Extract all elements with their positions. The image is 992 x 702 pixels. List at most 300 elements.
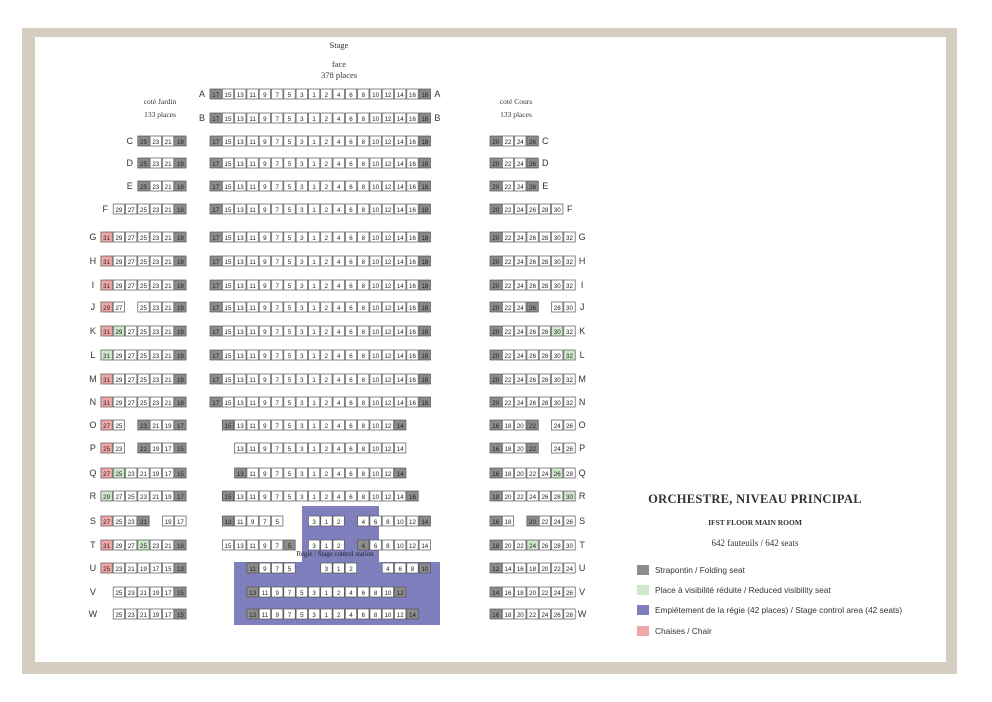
seat-I-22[interactable] (502, 280, 513, 290)
seat-H-24[interactable] (515, 256, 526, 266)
seat-M-1[interactable] (308, 374, 319, 384)
seat-K-13[interactable] (235, 326, 246, 336)
seat-S-18[interactable] (502, 516, 513, 526)
seat-W-14[interactable] (407, 609, 418, 619)
seat-Q-19[interactable] (150, 468, 161, 478)
seat-G-22[interactable] (502, 232, 513, 242)
seat-O-11[interactable] (247, 420, 258, 430)
seat-U-20[interactable] (539, 563, 550, 573)
seat-G-30[interactable] (552, 232, 563, 242)
seat-T-1[interactable] (321, 540, 332, 550)
seat-V-8[interactable] (370, 587, 381, 597)
seat-N-23[interactable] (150, 397, 161, 407)
seat-P-18[interactable] (502, 443, 513, 453)
seat-W-23[interactable] (126, 609, 137, 619)
seat-V-17[interactable] (162, 587, 173, 597)
seat-N-18[interactable] (419, 397, 430, 407)
seat-L-26[interactable] (527, 350, 538, 360)
seat-I-25[interactable] (138, 280, 149, 290)
seat-F-27[interactable] (126, 204, 137, 214)
seat-E-7[interactable] (272, 181, 283, 191)
seat-T-2[interactable] (333, 540, 344, 550)
seat-H-20[interactable] (490, 256, 501, 266)
seat-I-1[interactable] (308, 280, 319, 290)
seat-N-11[interactable] (247, 397, 258, 407)
seat-S-5[interactable] (272, 516, 283, 526)
seat-M-28[interactable] (539, 374, 550, 384)
seat-K-20[interactable] (490, 326, 501, 336)
seat-U-14[interactable] (502, 563, 513, 573)
seat-C-9[interactable] (259, 136, 270, 146)
seat-G-16[interactable] (407, 232, 418, 242)
seat-K-29[interactable] (113, 326, 124, 336)
seat-J-11[interactable] (247, 302, 258, 312)
seat-N-22[interactable] (502, 397, 513, 407)
seat-N-20[interactable] (490, 397, 501, 407)
seat-T-4[interactable] (358, 540, 369, 550)
seat-R-16[interactable] (407, 491, 418, 501)
seat-U-22[interactable] (552, 563, 563, 573)
seat-K-12[interactable] (382, 326, 393, 336)
seat-J-25[interactable] (138, 302, 149, 312)
seat-J-15[interactable] (222, 302, 233, 312)
seat-H-31[interactable] (101, 256, 112, 266)
seat-H-18[interactable] (419, 256, 430, 266)
seat-L-28[interactable] (539, 350, 550, 360)
seat-P-17[interactable] (162, 443, 173, 453)
seat-C-26[interactable] (527, 136, 538, 146)
seat-F-21[interactable] (162, 204, 173, 214)
seat-M-24[interactable] (515, 374, 526, 384)
seat-U-5[interactable] (284, 563, 295, 573)
seat-D-14[interactable] (395, 158, 406, 168)
seat-E-10[interactable] (370, 181, 381, 191)
seat-Q-12[interactable] (382, 468, 393, 478)
seat-F-20[interactable] (490, 204, 501, 214)
seat-T-7[interactable] (272, 540, 283, 550)
seat-Q-26[interactable] (552, 468, 563, 478)
seat-T-15[interactable] (222, 540, 233, 550)
seat-H-11[interactable] (247, 256, 258, 266)
seat-E-15[interactable] (222, 181, 233, 191)
seat-S-22[interactable] (539, 516, 550, 526)
seat-G-11[interactable] (247, 232, 258, 242)
seat-V-12[interactable] (395, 587, 406, 597)
seat-S-1[interactable] (321, 516, 332, 526)
seat-S-24[interactable] (552, 516, 563, 526)
seat-V-1[interactable] (321, 587, 332, 597)
seat-Q-13[interactable] (235, 468, 246, 478)
seat-E-2[interactable] (321, 181, 332, 191)
seat-J-6[interactable] (345, 302, 356, 312)
seat-A-8[interactable] (358, 89, 369, 99)
seat-N-1[interactable] (308, 397, 319, 407)
seat-J-23[interactable] (150, 302, 161, 312)
seat-P-21[interactable] (138, 443, 149, 453)
seat-H-14[interactable] (395, 256, 406, 266)
seat-D-11[interactable] (247, 158, 258, 168)
seat-A-7[interactable] (272, 89, 283, 99)
seat-N-30[interactable] (552, 397, 563, 407)
seat-E-18[interactable] (419, 181, 430, 191)
seat-C-6[interactable] (345, 136, 356, 146)
seat-C-24[interactable] (515, 136, 526, 146)
seat-W-22[interactable] (527, 609, 538, 619)
seat-L-16[interactable] (407, 350, 418, 360)
seat-P-13[interactable] (235, 443, 246, 453)
seat-M-30[interactable] (552, 374, 563, 384)
seat-P-5[interactable] (284, 443, 295, 453)
seat-J-22[interactable] (502, 302, 513, 312)
seat-L-15[interactable] (222, 350, 233, 360)
seat-F-29[interactable] (113, 204, 124, 214)
seat-T-28[interactable] (552, 540, 563, 550)
seat-L-8[interactable] (358, 350, 369, 360)
seat-I-9[interactable] (259, 280, 270, 290)
seat-E-5[interactable] (284, 181, 295, 191)
seat-O-25[interactable] (113, 420, 124, 430)
seat-D-26[interactable] (527, 158, 538, 168)
seat-W-12[interactable] (395, 609, 406, 619)
seat-N-13[interactable] (235, 397, 246, 407)
seat-F-3[interactable] (296, 204, 307, 214)
seat-W-24[interactable] (539, 609, 550, 619)
seat-E-24[interactable] (515, 181, 526, 191)
seat-H-22[interactable] (502, 256, 513, 266)
seat-H-5[interactable] (284, 256, 295, 266)
seat-O-16[interactable] (490, 420, 501, 430)
seat-T-19[interactable] (175, 540, 186, 550)
seat-I-13[interactable] (235, 280, 246, 290)
seat-A-4[interactable] (333, 89, 344, 99)
seat-T-26[interactable] (539, 540, 550, 550)
seat-P-16[interactable] (490, 443, 501, 453)
seat-L-29[interactable] (113, 350, 124, 360)
seat-M-18[interactable] (419, 374, 430, 384)
seat-S-13[interactable] (222, 516, 233, 526)
seat-G-28[interactable] (539, 232, 550, 242)
seat-Q-14[interactable] (395, 468, 406, 478)
seat-R-30[interactable] (564, 491, 575, 501)
seat-G-21[interactable] (162, 232, 173, 242)
seat-I-24[interactable] (515, 280, 526, 290)
seat-D-3[interactable] (296, 158, 307, 168)
seat-E-1[interactable] (308, 181, 319, 191)
seat-B-5[interactable] (284, 113, 295, 123)
seat-D-24[interactable] (515, 158, 526, 168)
seat-B-10[interactable] (370, 113, 381, 123)
seat-U-7[interactable] (272, 563, 283, 573)
seat-O-26[interactable] (564, 420, 575, 430)
seat-E-3[interactable] (296, 181, 307, 191)
seat-E-14[interactable] (395, 181, 406, 191)
seat-A-13[interactable] (235, 89, 246, 99)
seat-F-16[interactable] (407, 204, 418, 214)
seat-G-31[interactable] (101, 232, 112, 242)
seat-R-1[interactable] (308, 491, 319, 501)
seat-G-12[interactable] (382, 232, 393, 242)
seat-J-17[interactable] (210, 302, 221, 312)
seat-N-16[interactable] (407, 397, 418, 407)
seat-C-14[interactable] (395, 136, 406, 146)
seat-T-8[interactable] (382, 540, 393, 550)
seat-T-18[interactable] (490, 540, 501, 550)
seat-E-25[interactable] (138, 181, 149, 191)
seat-Q-6[interactable] (345, 468, 356, 478)
seat-S-9[interactable] (247, 516, 258, 526)
seat-T-9[interactable] (259, 540, 270, 550)
seat-H-30[interactable] (552, 256, 563, 266)
seat-N-24[interactable] (515, 397, 526, 407)
seat-B-8[interactable] (358, 113, 369, 123)
seat-G-2[interactable] (321, 232, 332, 242)
seat-R-14[interactable] (395, 491, 406, 501)
seat-S-23[interactable] (126, 516, 137, 526)
seat-G-8[interactable] (358, 232, 369, 242)
seat-C-21[interactable] (162, 136, 173, 146)
seat-M-2[interactable] (321, 374, 332, 384)
seat-V-3[interactable] (308, 587, 319, 597)
seat-W-3[interactable] (308, 609, 319, 619)
seat-A-17[interactable] (210, 89, 221, 99)
seat-R-6[interactable] (345, 491, 356, 501)
seat-D-10[interactable] (370, 158, 381, 168)
seat-T-22[interactable] (515, 540, 526, 550)
seat-D-2[interactable] (321, 158, 332, 168)
seat-N-8[interactable] (358, 397, 369, 407)
seat-I-27[interactable] (126, 280, 137, 290)
seat-C-3[interactable] (296, 136, 307, 146)
seat-L-25[interactable] (138, 350, 149, 360)
seat-T-24[interactable] (527, 540, 538, 550)
seat-S-7[interactable] (259, 516, 270, 526)
seat-L-19[interactable] (175, 350, 186, 360)
seat-H-21[interactable] (162, 256, 173, 266)
seat-S-19[interactable] (162, 516, 173, 526)
seat-U-11[interactable] (247, 563, 258, 573)
seat-P-14[interactable] (395, 443, 406, 453)
seat-C-20[interactable] (490, 136, 501, 146)
seat-Q-2[interactable] (321, 468, 332, 478)
seat-O-9[interactable] (259, 420, 270, 430)
seat-C-22[interactable] (502, 136, 513, 146)
seat-D-23[interactable] (150, 158, 161, 168)
seat-M-16[interactable] (407, 374, 418, 384)
seat-G-6[interactable] (345, 232, 356, 242)
seat-A-10[interactable] (370, 89, 381, 99)
seat-N-15[interactable] (222, 397, 233, 407)
seat-D-16[interactable] (407, 158, 418, 168)
seat-B-4[interactable] (333, 113, 344, 123)
seat-W-19[interactable] (150, 609, 161, 619)
seat-S-11[interactable] (235, 516, 246, 526)
seat-G-1[interactable] (308, 232, 319, 242)
seat-W-10[interactable] (382, 609, 393, 619)
seat-D-19[interactable] (175, 158, 186, 168)
seat-C-23[interactable] (150, 136, 161, 146)
seat-P-25[interactable] (101, 443, 112, 453)
seat-O-8[interactable] (358, 420, 369, 430)
seat-O-27[interactable] (101, 420, 112, 430)
seat-K-23[interactable] (150, 326, 161, 336)
seat-U-12[interactable] (490, 563, 501, 573)
seat-K-5[interactable] (284, 326, 295, 336)
seat-F-4[interactable] (333, 204, 344, 214)
seat-F-28[interactable] (539, 204, 550, 214)
seat-P-26[interactable] (564, 443, 575, 453)
seat-W-15[interactable] (175, 609, 186, 619)
seat-A-5[interactable] (284, 89, 295, 99)
seat-R-2[interactable] (321, 491, 332, 501)
seat-I-7[interactable] (272, 280, 283, 290)
seat-N-29[interactable] (113, 397, 124, 407)
seat-N-2[interactable] (321, 397, 332, 407)
seat-B-18[interactable] (419, 113, 430, 123)
seat-U-24[interactable] (564, 563, 575, 573)
seat-V-18[interactable] (515, 587, 526, 597)
seat-P-24[interactable] (552, 443, 563, 453)
seat-C-15[interactable] (222, 136, 233, 146)
seat-R-26[interactable] (539, 491, 550, 501)
seat-D-20[interactable] (490, 158, 501, 168)
seat-W-26[interactable] (552, 609, 563, 619)
seat-R-11[interactable] (247, 491, 258, 501)
seat-N-25[interactable] (138, 397, 149, 407)
seat-D-22[interactable] (502, 158, 513, 168)
seat-S-17[interactable] (175, 516, 186, 526)
seat-I-6[interactable] (345, 280, 356, 290)
seat-W-25[interactable] (113, 609, 124, 619)
seat-W-2[interactable] (333, 609, 344, 619)
seat-M-15[interactable] (222, 374, 233, 384)
seat-W-9[interactable] (272, 609, 283, 619)
seat-F-12[interactable] (382, 204, 393, 214)
seat-U-1[interactable] (333, 563, 344, 573)
seat-N-9[interactable] (259, 397, 270, 407)
seat-J-30[interactable] (564, 302, 575, 312)
seat-H-17[interactable] (210, 256, 221, 266)
seat-T-21[interactable] (162, 540, 173, 550)
seat-L-22[interactable] (502, 350, 513, 360)
seat-P-22[interactable] (527, 443, 538, 453)
seat-J-7[interactable] (272, 302, 283, 312)
seat-F-17[interactable] (210, 204, 221, 214)
seat-P-12[interactable] (382, 443, 393, 453)
seat-I-14[interactable] (395, 280, 406, 290)
seat-T-3[interactable] (308, 540, 319, 550)
seat-K-6[interactable] (345, 326, 356, 336)
seat-B-15[interactable] (222, 113, 233, 123)
seat-F-7[interactable] (272, 204, 283, 214)
seat-L-13[interactable] (235, 350, 246, 360)
seat-O-19[interactable] (162, 420, 173, 430)
seat-D-6[interactable] (345, 158, 356, 168)
seat-W-21[interactable] (138, 609, 149, 619)
seat-D-25[interactable] (138, 158, 149, 168)
seat-J-5[interactable] (284, 302, 295, 312)
seat-C-2[interactable] (321, 136, 332, 146)
seat-P-23[interactable] (113, 443, 124, 453)
seat-H-15[interactable] (222, 256, 233, 266)
seat-G-27[interactable] (126, 232, 137, 242)
seat-J-26[interactable] (527, 302, 538, 312)
seat-L-1[interactable] (308, 350, 319, 360)
seat-V-6[interactable] (358, 587, 369, 597)
seat-O-6[interactable] (345, 420, 356, 430)
seat-K-22[interactable] (502, 326, 513, 336)
seat-Q-25[interactable] (113, 468, 124, 478)
seat-S-21[interactable] (138, 516, 149, 526)
seat-V-26[interactable] (564, 587, 575, 597)
seat-G-25[interactable] (138, 232, 149, 242)
seat-P-8[interactable] (358, 443, 369, 453)
seat-J-8[interactable] (358, 302, 369, 312)
seat-G-5[interactable] (284, 232, 295, 242)
seat-U-2[interactable] (345, 563, 356, 573)
seat-O-15[interactable] (222, 420, 233, 430)
seat-H-16[interactable] (407, 256, 418, 266)
seat-I-30[interactable] (552, 280, 563, 290)
seat-L-10[interactable] (370, 350, 381, 360)
seat-G-20[interactable] (490, 232, 501, 242)
seat-R-5[interactable] (284, 491, 295, 501)
seat-I-4[interactable] (333, 280, 344, 290)
seat-V-9[interactable] (272, 587, 283, 597)
seat-N-27[interactable] (126, 397, 137, 407)
seat-K-2[interactable] (321, 326, 332, 336)
seat-T-27[interactable] (126, 540, 137, 550)
seat-I-26[interactable] (527, 280, 538, 290)
seat-N-19[interactable] (175, 397, 186, 407)
seat-N-5[interactable] (284, 397, 295, 407)
seat-O-17[interactable] (175, 420, 186, 430)
seat-A-15[interactable] (222, 89, 233, 99)
seat-P-6[interactable] (345, 443, 356, 453)
seat-U-9[interactable] (259, 563, 270, 573)
seat-C-5[interactable] (284, 136, 295, 146)
seat-K-19[interactable] (175, 326, 186, 336)
seat-K-32[interactable] (564, 326, 575, 336)
seat-H-6[interactable] (345, 256, 356, 266)
seat-B-1[interactable] (308, 113, 319, 123)
seat-T-6[interactable] (370, 540, 381, 550)
seat-T-25[interactable] (138, 540, 149, 550)
seat-D-15[interactable] (222, 158, 233, 168)
seat-L-17[interactable] (210, 350, 221, 360)
seat-V-7[interactable] (284, 587, 295, 597)
seat-Q-17[interactable] (162, 468, 173, 478)
seat-J-29[interactable] (101, 302, 112, 312)
seat-B-9[interactable] (259, 113, 270, 123)
seat-R-8[interactable] (358, 491, 369, 501)
seat-V-16[interactable] (502, 587, 513, 597)
seat-P-3[interactable] (296, 443, 307, 453)
seat-F-25[interactable] (138, 204, 149, 214)
seat-A-9[interactable] (259, 89, 270, 99)
seat-K-10[interactable] (370, 326, 381, 336)
seat-C-25[interactable] (138, 136, 149, 146)
seat-G-13[interactable] (235, 232, 246, 242)
seat-I-5[interactable] (284, 280, 295, 290)
seat-G-4[interactable] (333, 232, 344, 242)
seat-V-15[interactable] (175, 587, 186, 597)
seat-L-2[interactable] (321, 350, 332, 360)
seat-O-20[interactable] (515, 420, 526, 430)
seat-W-11[interactable] (259, 609, 270, 619)
seat-K-28[interactable] (539, 326, 550, 336)
seat-W-20[interactable] (515, 609, 526, 619)
seat-M-31[interactable] (101, 374, 112, 384)
